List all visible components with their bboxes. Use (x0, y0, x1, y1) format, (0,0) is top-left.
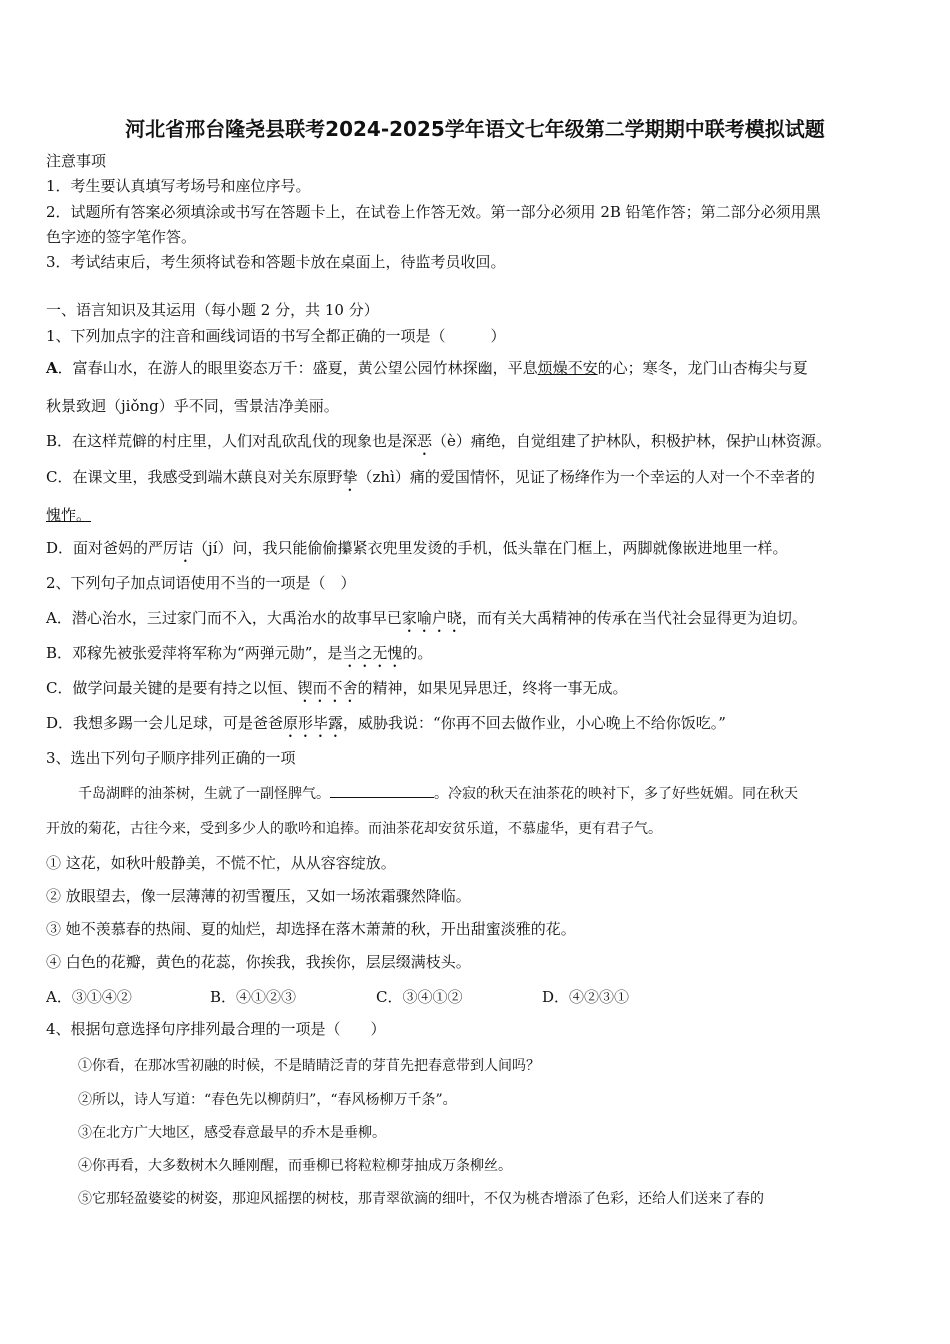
q4-sentence: ③在北方广大地区，感受春意最早的乔木是垂柳。 (78, 1125, 386, 1141)
q1-a-text-post: 的心；寒冬，龙门山杏梅尖与夏 (597, 359, 808, 377)
q1-option-c-cont: 愧怍。 (46, 506, 92, 524)
q3-blank (330, 783, 434, 798)
q3-choice-c: C．③④①② (376, 988, 463, 1006)
notice-item: 1．考生要认真填写考场号和座位序号。 (46, 177, 311, 195)
q2-option-c: C．做学问最关键的是要有持之以恒、锲而不舍的精神，如果见异思迁，终将一事无成。 (46, 679, 628, 697)
q2-c-dotted: 锲而不舍 (297, 679, 358, 697)
q3-choice-d: D．④②③① (542, 988, 630, 1006)
q2-option-a: A．潜心治水，三过家门而不入，大禹治水的故事早已家喻户晓，而有关大禹精神的传承在当代社会显得更为迫切。 (46, 609, 807, 627)
q3-passage: 千岛湖畔的油茶树，生就了一副怪脾气。 。冷寂的秋天在油茶花的映衬下，多了好些妩媚。同在秋天 (78, 783, 798, 804)
notice-item: 3．考试结束后，考生须将试卷和答题卡放在桌面上，待监考员收回。 (46, 253, 506, 271)
q3-passage-cont: 开放的菊花，古往今来，受到多少人的歌吟和追捧。而油茶花却安贫乐道，不慕虚华，更有君子气。 (46, 821, 662, 837)
q1-a-text-pre: ．富春山水，在游人的眼里姿态万千：盛夏，黄公望公园竹林探幽，平息 (57, 359, 538, 377)
q3-choice-a: A．③①④② (46, 988, 132, 1006)
q1-a-underline: 烦燥不安 (537, 359, 598, 377)
q2-option-b: B．邓稼先被张爱萍将军称为“两弹元勋”，是当之无愧的。 (46, 644, 433, 662)
notice-item: 2．试题所有答案必须填涂或书写在答题卡上，在试卷上作答无效。第一部分必须用 2B 铅笔作答；第二部分必须用黑 (46, 203, 821, 221)
q1-option-a-cont: 秋景致迥（jiǒng）乎不同，雪景洁净美丽。 (46, 397, 339, 415)
section-heading: 一、语言知识及其运用（每小题 2 分，共 10 分） (46, 301, 379, 319)
exam-title: 河北省邢台隆尧县联考2024-2025学年语文七年级第二学期期中联考模拟试题 (125, 117, 825, 141)
q1-c-dotted: 挚 (342, 468, 358, 486)
q1-option-a: A．富春山水，在游人的眼里姿态万千：盛夏，黄公望公园竹林探幽，平息烦燥不安的心；寒冬，龙门山杏梅尖与夏 (46, 359, 808, 377)
q4-stem: 4、根据句意选择句序排列最合理的一项是（ ） (46, 1020, 386, 1038)
q1-option-d: D．面对爸妈的严厉诘（jí）问，我只能偷偷攥紧衣兜里发烫的手机，低头靠在门框上，两脚就像嵌进地里一样。 (46, 539, 788, 557)
q2-a-dotted: 家喻户晓 (401, 609, 462, 627)
q4-sentence: ⑤它那轻盈婆娑的树姿，那迎风摇摆的树枝，那青翠欲滴的细叶，不仅为桃杏增添了色彩，还给人们送来了春的 (78, 1191, 764, 1207)
q1-b-dotted: 恶 (417, 432, 433, 450)
q2-d-dotted: 原形毕露 (283, 714, 344, 732)
q2-option-d: D．我想多踢一会儿足球，可是爸爸原形毕露，威胁我说：“你再不回去做作业，小心晚上不给你饭吃。” (46, 714, 726, 732)
q4-sentence: ①你看，在那冰雪初融的时候，不是睛睛泛青的芽苜先把春意带到人间吗？ (78, 1058, 540, 1074)
q4-sentence: ④你再看，大多数树木久睡刚醒，而垂柳已将粒粒柳芽抽成万条柳丝。 (78, 1158, 512, 1174)
q1-stem: 1、下列加点字的注音和画线词语的书写全都正确的一项是（ ） (46, 327, 506, 345)
q3-sentence: ③ 她不羡慕春的热闹、夏的灿烂，却选择在落木萧萧的秋，开出甜蜜淡雅的花。 (46, 920, 576, 938)
q3-sentence: ① 这花，如秋叶般静美，不慌不忙，从从容容绽放。 (46, 854, 396, 872)
q2-b-dotted: 当之无愧 (342, 644, 403, 662)
q1-option-b: B．在这样荒僻的村庄里，人们对乱砍乱伐的现象也是深恶（è）痛绝，自觉组建了护林队，积极护林，保护山林资源。 (46, 432, 831, 450)
q1-option-c: C．在课文里，我感受到端木蕻良对关东原野挚（zhì）痛的爱国情怀，见证了杨绛作为一个幸运的人对一个不幸者的 (46, 468, 815, 486)
q3-stem: 3、选出下列句子顺序排列正确的一项 (46, 749, 296, 767)
notice-item: 色字迹的签字笔作答。 (46, 228, 197, 246)
q3-choice-b: B．④①②③ (210, 988, 297, 1006)
q3-sentence: ④ 白色的花瓣，黄色的花蕊，你挨我，我挨你，层层缀满枝头。 (46, 953, 471, 971)
q4-sentence: ②所以，诗人写道：“春色先以柳荫归”，“春风杨柳万千条”。 (78, 1092, 457, 1108)
notice-heading: 注意事项 (46, 152, 107, 170)
q2-stem: 2、下列句子加点词语使用不当的一项是（ ） (46, 574, 356, 592)
q1-d-dotted: 诘 (178, 539, 194, 557)
q3-sentence: ② 放眼望去，像一层薄薄的初雪覆压，又如一场浓霜骤然降临。 (46, 887, 471, 905)
